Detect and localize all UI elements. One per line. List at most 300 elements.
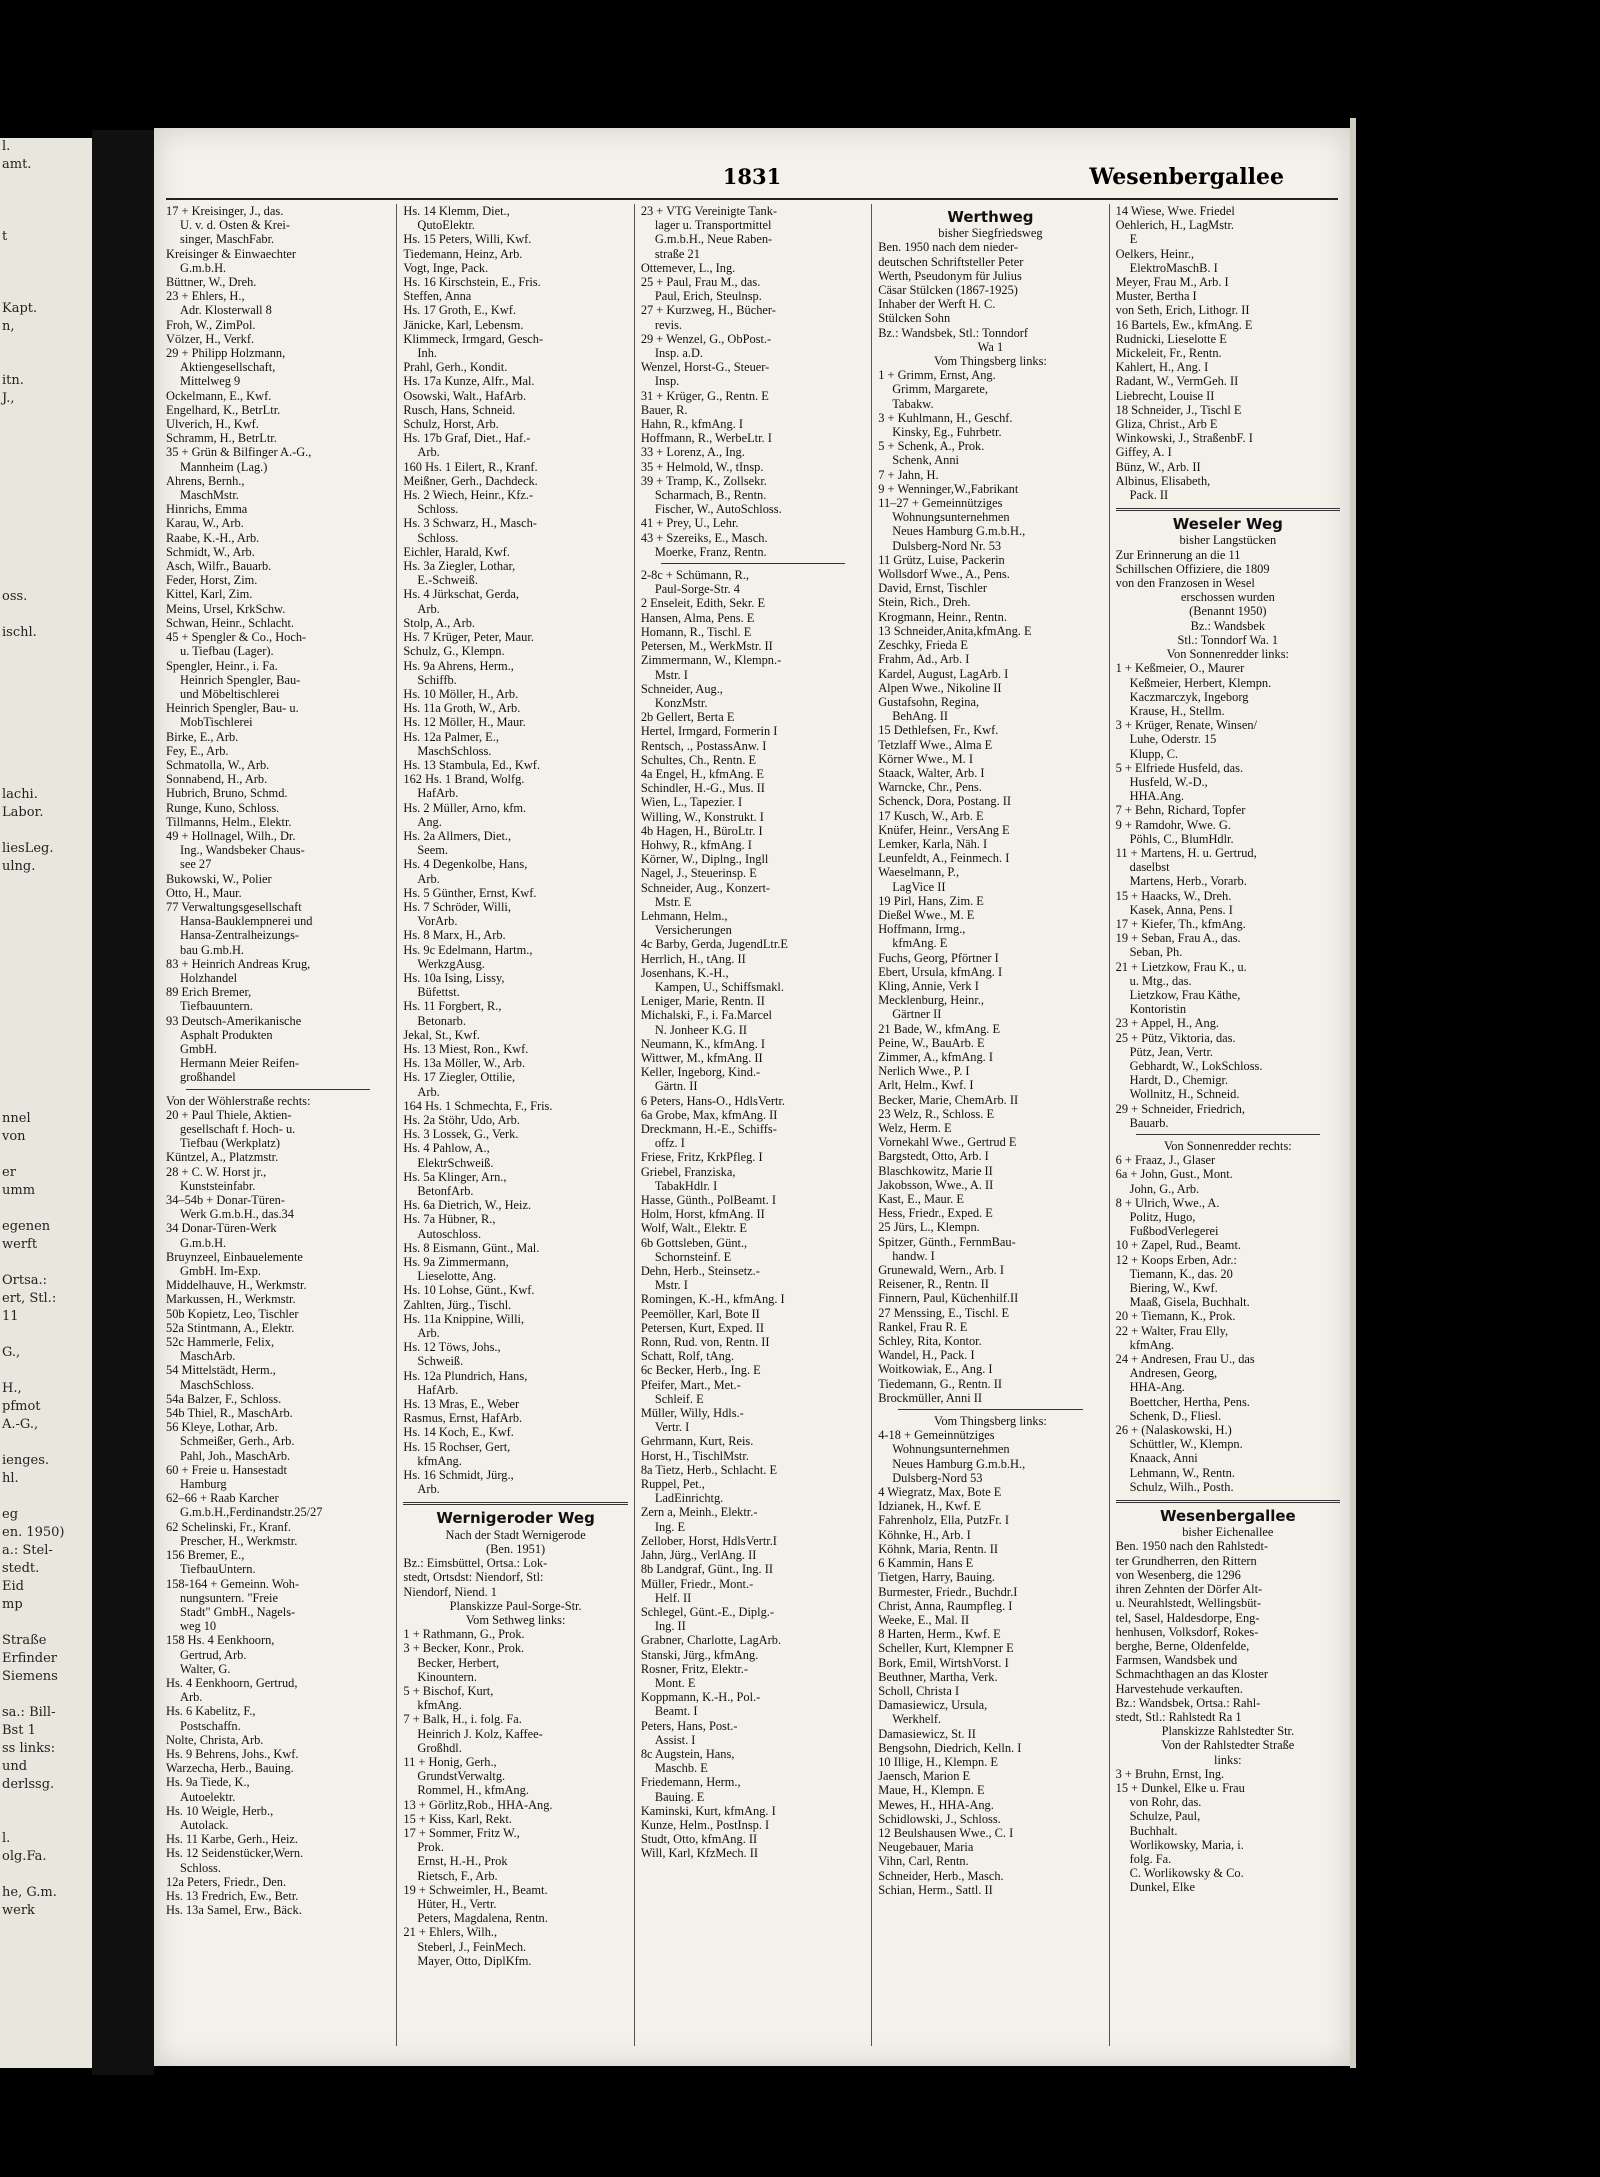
directory-entry: Hs. 4 Pahlow, A., bbox=[403, 1141, 490, 1156]
prev-page-line: olg.Fa. bbox=[2, 1849, 47, 1864]
directory-entry: Leunfeldt, A., Feinmech. I bbox=[878, 851, 1010, 866]
street-note: (Benannt 1950) bbox=[1189, 604, 1267, 619]
prev-page-line bbox=[0, 1434, 92, 1452]
prev-page-line bbox=[0, 876, 92, 894]
directory-entry: 39 + Tramp, K., Zollsekr. bbox=[640, 473, 767, 488]
prev-page-line: Straße bbox=[2, 1633, 47, 1648]
entry-continuation: revis. bbox=[654, 317, 682, 332]
entry-continuation: Kontoristin bbox=[1129, 1002, 1187, 1017]
directory-entry: Karau, W., Arb. bbox=[166, 516, 244, 531]
prev-page-line bbox=[0, 174, 92, 192]
entry-continuation: Husfeld, W.-D., bbox=[1129, 774, 1208, 789]
entry-continuation: Arb. bbox=[417, 871, 440, 886]
prev-page-line: oss. bbox=[2, 589, 28, 604]
prev-page-line: itn. bbox=[2, 373, 24, 388]
entry-continuation: Beamt. I bbox=[654, 1704, 698, 1719]
prev-page-line: 11 bbox=[2, 1309, 19, 1324]
entry-continuation: handw. I bbox=[892, 1248, 935, 1263]
entry-continuation: Hansa-Zentralheizungs- bbox=[180, 928, 300, 943]
entry-continuation: U. v. d. Osten & Krei- bbox=[180, 218, 291, 233]
directory-entry: 5 + Elfriede Husfeld, das. bbox=[1115, 760, 1244, 775]
prev-page-line bbox=[0, 930, 92, 948]
directory-entry: Friedemann, Herm., bbox=[640, 1775, 741, 1790]
entry-continuation: MobTischlerei bbox=[180, 715, 253, 730]
entry-continuation: Seban, Ph. bbox=[1129, 945, 1183, 960]
directory-entry: Gliza, Christ., Arb E bbox=[1115, 417, 1218, 432]
directory-entry: Neugebauer, Maria bbox=[878, 1840, 974, 1855]
directory-entry: Cäsar Stülcken (1867-1925) bbox=[878, 283, 1018, 298]
entry-continuation: Büfettst. bbox=[417, 985, 460, 1000]
entry-continuation: Grimm, Margarete, bbox=[892, 382, 988, 397]
page-number: 1831 bbox=[722, 164, 782, 189]
entry-continuation: nungsuntern. "Freie bbox=[180, 1590, 278, 1605]
prev-page-line: J., bbox=[2, 391, 15, 406]
directory-entry: Wollsdorf Wwe., A., Pens. bbox=[878, 567, 1010, 582]
directory-entry: Büttner, W., Dreh. bbox=[166, 275, 257, 290]
directory-entry: 20 + Tiemann, K., Prok. bbox=[1115, 1309, 1236, 1324]
page-header bbox=[154, 164, 1350, 198]
directory-entry: Hs. 13a Samel, Erw., Bäck. bbox=[166, 1903, 302, 1918]
entry-continuation: Autolack. bbox=[180, 1817, 229, 1832]
directory-entry: Bork, Emil, WirtshVorst. I bbox=[878, 1655, 1009, 1670]
directory-entry: Körner, W., Diplng., Ingll bbox=[640, 852, 769, 867]
prev-page-line bbox=[0, 426, 92, 444]
entry-continuation: Schloss. bbox=[180, 1860, 221, 1875]
entry-continuation: Autoelektr. bbox=[180, 1789, 236, 1804]
directory-entry: Schatt, Rolf, tAng. bbox=[640, 1349, 735, 1364]
directory-entry: 17 + Kreisinger, J., das. bbox=[166, 204, 284, 218]
directory-entry: Kast, E., Maur. E bbox=[878, 1192, 964, 1207]
entry-continuation: Moerke, Franz, Rentn. bbox=[654, 544, 767, 559]
entry-continuation: Stadt" GmbH., Nagels- bbox=[180, 1604, 296, 1619]
directory-entry: Petersen, Kurt, Exped. II bbox=[640, 1320, 764, 1335]
directory-entry: 6 Kammin, Hans E bbox=[878, 1556, 974, 1571]
directory-entry: Ulverich, H., Kwf. bbox=[166, 417, 259, 432]
directory-entry: 83 + Heinrich Andreas Krug, bbox=[166, 956, 311, 971]
entry-continuation: Keßmeier, Herbert, Klempn. bbox=[1129, 675, 1272, 690]
entry-continuation: Biering, W., Kwf. bbox=[1129, 1281, 1218, 1296]
entry-continuation: Schweiß. bbox=[417, 1354, 464, 1369]
prev-page-line bbox=[0, 480, 92, 498]
entry-continuation: Ernst, H.-H., Prok bbox=[417, 1854, 508, 1869]
directory-entry: Petersen, M., WerkMstr. II bbox=[640, 639, 773, 654]
directory-entry: Sonnabend, H., Arb. bbox=[166, 772, 268, 787]
directory-entry: Alpen Wwe., Nikoline II bbox=[878, 680, 1002, 695]
entry-continuation: E.-Schweiß. bbox=[417, 573, 478, 588]
prev-page-line bbox=[0, 462, 92, 480]
entry-continuation: Ing., Wandsbeker Chaus- bbox=[180, 843, 305, 858]
street-note: Stl.: Tonndorf Wa. 1 bbox=[1177, 632, 1279, 647]
entry-continuation: Arb. bbox=[417, 1084, 440, 1099]
directory-entry: Hs. 15 Rochser, Gert, bbox=[403, 1439, 511, 1454]
directory-entry: Hs. 5 Günther, Ernst, Kwf. bbox=[403, 885, 537, 900]
directory-entry: Staack, Walter, Arb. I bbox=[878, 765, 985, 780]
directory-entry: Ahrens, Bernh., bbox=[166, 473, 245, 488]
directory-entry: 1 + Grimm, Ernst, Ang. bbox=[878, 368, 996, 383]
directory-entry: Runge, Kuno, Schloss. bbox=[166, 800, 280, 815]
entry-continuation: VorArb. bbox=[417, 914, 458, 929]
directory-entry: 15 + Haacks, W., Dreh. bbox=[1115, 888, 1232, 903]
directory-entry: Hs. 7a Hübner, R., bbox=[403, 1212, 496, 1227]
directory-entry: Müller, Willy, Hdls.- bbox=[640, 1406, 744, 1421]
directory-entry: Scheller, Kurt, Klempner E bbox=[878, 1641, 1014, 1656]
directory-entry: Hs. 4 Jürkschat, Gerda, bbox=[403, 587, 520, 602]
entry-continuation: Gärtner II bbox=[892, 1007, 942, 1022]
directory-entry: Froh, W., ZimPol. bbox=[166, 317, 256, 332]
directory-entry: Oehlerich, H., LagMstr. bbox=[1115, 218, 1234, 233]
directory-entry: Warzecha, Herb., Bauing. bbox=[166, 1761, 294, 1776]
directory-entry: 158 Hs. 4 Eenkhoorn, bbox=[166, 1633, 275, 1648]
directory-entry: Hs. 17 Ziegler, Ottilie, bbox=[403, 1070, 516, 1085]
directory-entry: 2-8c + Schümann, R., bbox=[640, 568, 749, 583]
entry-continuation: MaschArb. bbox=[180, 1349, 236, 1364]
prev-page-line bbox=[0, 894, 92, 912]
directory-entry: Hs. 14 Klemm, Diet., bbox=[403, 204, 510, 218]
prev-page-line bbox=[0, 354, 92, 372]
directory-entry: 6a + John, Gust., Mont. bbox=[1115, 1167, 1233, 1182]
prev-page-line: Ortsa.: bbox=[2, 1273, 48, 1288]
column-5 bbox=[1110, 204, 1346, 2046]
directory-entry: Hs. 4 Eenkhoorn, Gertrud, bbox=[166, 1675, 298, 1690]
directory-entry: Mecklenburg, Heinr., bbox=[878, 993, 984, 1008]
directory-entry: Gustafsohn, Regina, bbox=[878, 694, 980, 709]
entry-continuation: Andresen, Georg, bbox=[1129, 1366, 1218, 1381]
directory-entry: von Seth, Erich, Lithogr. II bbox=[1115, 303, 1250, 318]
entry-continuation: GmbH. bbox=[180, 1041, 217, 1056]
directory-entry: 4a Engel, H., kfmAng. E bbox=[640, 766, 765, 781]
directory-entry: Hs. 16 Kirschstein, E., Fris. bbox=[403, 275, 541, 290]
directory-entry: 19 + Schweimler, H., Beamt. bbox=[403, 1882, 548, 1897]
directory-entry: Hs. 11a Knippine, Willi, bbox=[403, 1311, 525, 1326]
directory-entry: 7 + Balk, H., i. folg. Fa. bbox=[403, 1712, 522, 1727]
directory-entry: Damasiewicz, Ursula, bbox=[878, 1698, 988, 1713]
prev-page-line: eg bbox=[2, 1507, 19, 1522]
prev-page-line: t bbox=[2, 229, 8, 244]
entry-continuation: Schulze, Paul, bbox=[1129, 1809, 1201, 1824]
prev-page-line bbox=[0, 642, 92, 660]
directory-entry: Kunze, Helm., PostInsp. I bbox=[640, 1817, 770, 1832]
directory-entry: Prahl, Gerh., Kondit. bbox=[403, 360, 508, 375]
directory-entry: 164 Hs. 1 Schmechta, F., Fris. bbox=[403, 1098, 553, 1113]
entry-continuation: Worlikowsky, Maria, i. bbox=[1129, 1837, 1244, 1852]
directory-entry: Lehmann, Helm., bbox=[640, 908, 728, 923]
entry-continuation: Mittelweg 9 bbox=[180, 374, 241, 389]
entry-continuation: Mstr. I bbox=[654, 1278, 688, 1293]
prev-page-line bbox=[0, 1488, 92, 1506]
prev-page-line: werft bbox=[2, 1237, 38, 1252]
directory-entry: 33 + Lorenz, A., Ing. bbox=[640, 445, 745, 460]
prev-page-line bbox=[0, 768, 92, 786]
entry-continuation: Pöhls, C., BlumHdlr. bbox=[1129, 831, 1234, 846]
directory-entry: Burmester, Friedr., Buchdr.I bbox=[878, 1584, 1018, 1599]
prev-page-line bbox=[0, 1056, 92, 1074]
street-note: Von Sonnenredder links: bbox=[1166, 647, 1289, 662]
directory-entry: Hs. 2a Allmers, Diet., bbox=[403, 828, 512, 843]
directory-entry: 34–54b + Donar-Türen- bbox=[166, 1193, 285, 1208]
entry-continuation: Gertrud, Arb. bbox=[180, 1647, 247, 1662]
entry-continuation: Luhe, Oderstr. 15 bbox=[1129, 732, 1217, 747]
directory-entry: Meißner, Gerh., Dachdeck. bbox=[403, 473, 538, 488]
entry-continuation: gesellschaft f. Hoch- u. bbox=[180, 1122, 296, 1136]
directory-entry: 7 + Behn, Richard, Topfer bbox=[1115, 803, 1246, 818]
directory-entry: 45 + Spengler & Co., Hoch- bbox=[166, 630, 307, 645]
directory-entry: Schmachthagen an das Kloster bbox=[1115, 1667, 1269, 1682]
entry-continuation: Kasek, Anna, Pens. I bbox=[1129, 902, 1233, 917]
prev-page-line bbox=[0, 1200, 92, 1218]
directory-entry: 8b Landgraf, Günt., Ing. II bbox=[640, 1562, 773, 1577]
directory-entry: Hs. 15 Peters, Willi, Kwf. bbox=[403, 232, 532, 247]
directory-entry: Jaensch, Marion E bbox=[878, 1769, 971, 1784]
directory-entry: 17 Kusch, W., Arb. E bbox=[878, 808, 984, 823]
directory-entry: Hs. 17b Graf, Diet., Haf.- bbox=[403, 431, 531, 446]
directory-entry: 10 + Zapel, Rud., Beamt. bbox=[1115, 1238, 1241, 1253]
directory-entry: Schneider, Aug., Konzert- bbox=[640, 880, 771, 895]
directory-entry: 5 + Schenk, A., Prok. bbox=[878, 439, 985, 454]
entry-continuation: Helf. II bbox=[654, 1590, 692, 1605]
directory-entry: Horst, H., TischlMstr. bbox=[640, 1448, 749, 1463]
directory-entry: Zeschky, Frieda E bbox=[878, 638, 968, 653]
street-note: Vom Thingsberg links: bbox=[933, 354, 1047, 369]
directory-entry: 29 + Schneider, Friedrich, bbox=[1115, 1101, 1245, 1116]
entry-continuation: kfmAng. bbox=[417, 1698, 462, 1713]
directory-entry: Osowski, Walt., HafArb. bbox=[403, 388, 527, 403]
prev-page-line bbox=[0, 246, 92, 264]
entry-continuation: Maaß, Gisela, Buchhalt. bbox=[1129, 1295, 1250, 1310]
entry-continuation: Ang. bbox=[417, 814, 442, 829]
directory-entry: 3 + Bruhn, Ernst, Ing. bbox=[1115, 1766, 1225, 1781]
directory-entry: Markussen, H., Werkmstr. bbox=[166, 1292, 296, 1307]
entry-continuation: Schulz, Wilh., Posth. bbox=[1129, 1479, 1234, 1494]
entry-continuation: Schloss. bbox=[417, 530, 459, 545]
directory-entry: 13 + Görlitz,Rob., HHA-Ang. bbox=[403, 1797, 553, 1812]
entry-continuation: lager u. Transportmittel bbox=[654, 218, 772, 233]
directory-entry: Hs. 11 Karbe, Gerh., Heiz. bbox=[166, 1832, 299, 1847]
street-divider bbox=[1116, 1500, 1340, 1503]
directory-entry: Ockelmann, E., Kwf. bbox=[166, 388, 272, 403]
directory-entry: Hs. 12a Plundrich, Hans, bbox=[403, 1368, 528, 1383]
directory-entry: Hs. 6 Kabelitz, F., bbox=[166, 1704, 256, 1719]
entry-continuation: C. Worlikowsky & Co. bbox=[1129, 1866, 1244, 1881]
entry-continuation: Rietsch, F., Arb. bbox=[417, 1868, 498, 1883]
entry-continuation: großhandel bbox=[180, 1070, 236, 1085]
directory-entry: 29 + Philipp Holzmann, bbox=[166, 346, 286, 361]
directory-entry: Rankel, Frau R. E bbox=[878, 1319, 968, 1334]
prev-page-line: werk bbox=[2, 1903, 35, 1918]
entry-continuation: kfmAng. bbox=[417, 1453, 462, 1468]
directory-entry: 2b Gellert, Berta E bbox=[640, 710, 735, 725]
entry-continuation: folg. Fa. bbox=[1129, 1851, 1172, 1866]
entry-continuation: Schloss. bbox=[417, 502, 459, 517]
directory-entry: Kardel, August, LagArb. I bbox=[878, 666, 1009, 681]
directory-entry: Rudnicki, Lieselotte E bbox=[1115, 331, 1227, 346]
directory-entry: Hasse, Günth., PolBeamt. I bbox=[640, 1193, 777, 1208]
entry-continuation: HafArb. bbox=[417, 786, 459, 801]
directory-entry: Neumann, K., kfmAng. I bbox=[640, 1036, 766, 1051]
prev-page-line bbox=[0, 1794, 92, 1812]
directory-entry: Körner Wwe., M. I bbox=[878, 751, 973, 766]
directory-entry: Bünz, W., Arb. II bbox=[1115, 459, 1201, 474]
directory-entry: Finnern, Paul, Küchenhilf.II bbox=[878, 1291, 1019, 1306]
prev-page-line: ss links: bbox=[2, 1741, 56, 1756]
directory-entry: Hs. 12 Seidenstücker,Wern. bbox=[166, 1846, 304, 1861]
directory-entry: Ben. 1950 nach den Rahlstedt- bbox=[1115, 1539, 1269, 1554]
book-gutter bbox=[92, 130, 154, 2075]
directory-entry: Rusch, Hans, Schneid. bbox=[403, 402, 516, 417]
directory-entry: Schlegel, Günt.-E., Diplg.- bbox=[640, 1604, 774, 1619]
entry-continuation: Kaczmarczyk, Ingeborg bbox=[1129, 689, 1249, 704]
prev-page-line bbox=[0, 750, 92, 768]
directory-entry: 21 + Lietzkow, Frau K., u. bbox=[1115, 959, 1247, 974]
directory-entry: stedt, Ortsdst: Niendorf, Stl: bbox=[403, 1570, 544, 1585]
directory-entry: Hs. 9 Behrens, Johs., Kwf. bbox=[166, 1746, 299, 1761]
directory-entry: 93 Deutsch-Amerikanische bbox=[166, 1013, 302, 1028]
prev-page-line: n, bbox=[2, 319, 15, 334]
directory-entry: 11 Grütz, Luise, Packerin bbox=[878, 552, 1005, 567]
directory-entry: Asch, Wilfr., Bauarb. bbox=[166, 559, 272, 574]
directory-entry: Ben. 1950 nach dem nieder- bbox=[878, 240, 1019, 255]
directory-entry: 3 + Kuhlmann, H., Geschf. bbox=[878, 410, 1013, 425]
directory-entry: 50b Kopietz, Leo, Tischler bbox=[166, 1306, 299, 1321]
page-edge bbox=[1350, 118, 1356, 2068]
directory-entry: Müller, Friedr., Mont.- bbox=[640, 1576, 754, 1591]
directory-entry: 8 + Ulrich, Wwe., A. bbox=[1115, 1195, 1220, 1210]
directory-entry: Hahn, R., kfmAng. I bbox=[640, 417, 744, 432]
entry-continuation: Kinountern. bbox=[417, 1669, 477, 1684]
entry-continuation: G.m.b.H. bbox=[180, 260, 227, 275]
directory-entry: 28 + C. W. Horst jr., bbox=[166, 1164, 267, 1179]
directory-entry: Hs. 14 Koch, E., Kwf. bbox=[403, 1425, 514, 1440]
directory-entry: Bz.: Wandsbek, Ortsa.: Rahl- bbox=[1115, 1695, 1261, 1710]
directory-entry: 4c Barby, Gerda, JugendLtr.E bbox=[640, 937, 788, 952]
directory-entry: 4b Hagen, H., BüroLtr. I bbox=[640, 823, 763, 838]
directory-entry: Damasiewicz, St. II bbox=[878, 1726, 976, 1741]
entry-continuation: Betonarb. bbox=[417, 1013, 466, 1028]
prev-page-line: pfmot bbox=[2, 1399, 41, 1414]
column-3 bbox=[635, 204, 872, 2046]
entry-continuation: Tiemann, K., das. 20 bbox=[1129, 1266, 1233, 1281]
prev-page-line bbox=[0, 696, 92, 714]
entry-continuation: Walter, G. bbox=[180, 1661, 231, 1676]
entry-continuation: Pack. II bbox=[1129, 488, 1169, 503]
column-2 bbox=[397, 204, 634, 2046]
prev-page-line bbox=[0, 948, 92, 966]
directory-entry: 25 Jürs, L., Klempn. bbox=[878, 1220, 980, 1235]
entry-continuation: Mannheim (Lag.) bbox=[180, 459, 268, 474]
directory-entry: Hs. 2 Wiech, Heinr., Kfz.- bbox=[403, 488, 534, 503]
directory-entry: Homann, R., Tischl. E bbox=[640, 624, 752, 639]
directory-entry: 54 Mittelstädt, Herm., bbox=[166, 1363, 276, 1378]
directory-entry: 15 Dethlefsen, Fr., Kwf. bbox=[878, 723, 999, 738]
directory-entry: Holm, Horst, kfmAng. II bbox=[640, 1207, 765, 1222]
entry-continuation: G.m.b.H. bbox=[180, 1235, 227, 1250]
directory-entry: Zur Erinnerung an die 11 bbox=[1115, 547, 1241, 562]
entry-continuation: Kampen, U., Schiffsmakl. bbox=[654, 979, 784, 994]
directory-entry: 52a Stintmann, A., Elektr. bbox=[166, 1320, 295, 1335]
prev-page-line bbox=[0, 822, 92, 840]
directory-entry: Inhaber der Werft H. C. bbox=[878, 297, 996, 312]
column-4 bbox=[872, 204, 1109, 2046]
prev-page-line bbox=[0, 552, 92, 570]
directory-entry: Rosner, Fritz, Elektr.- bbox=[640, 1661, 749, 1676]
directory-entry: Hs. 13 Mras, E., Weber bbox=[403, 1397, 520, 1412]
entry-continuation: ElektroMaschB. I bbox=[1129, 260, 1218, 275]
entry-continuation: Ing. E bbox=[654, 1519, 686, 1534]
directory-entry: Schidlowski, J., Schloss. bbox=[878, 1811, 1001, 1826]
directory-entry: 62 Schelinski, Fr., Kranf. bbox=[166, 1519, 291, 1534]
directory-entry: Niendorf, Niend. 1 bbox=[403, 1584, 498, 1599]
prev-page-line bbox=[0, 282, 92, 300]
directory-entry: Hs. 2a Stöhr, Udo, Arb. bbox=[403, 1113, 520, 1127]
entry-continuation: Wollnitz, H., Schneid. bbox=[1129, 1087, 1240, 1102]
directory-entry: Lemker, Karla, Näh. I bbox=[878, 836, 988, 851]
directory-entry: 6 Peters, Hans-O., HdlsVertr. bbox=[640, 1093, 786, 1108]
prev-page-line: Eid bbox=[2, 1579, 24, 1594]
directory-entry: Radant, W., VermGeh. II bbox=[1115, 374, 1239, 389]
entry-continuation: Schleif. E bbox=[654, 1391, 704, 1406]
entry-continuation: MaschMstr. bbox=[180, 488, 239, 503]
prev-page-line bbox=[0, 606, 92, 624]
directory-entry: 9 + Wenninger,W.,Fabrikant bbox=[878, 481, 1019, 496]
entry-continuation: Großhdl. bbox=[417, 1740, 462, 1755]
directory-entry: Kling, Annie, Verk I bbox=[878, 978, 979, 993]
directory-entry: von Wesenberg, die 1296 bbox=[1115, 1567, 1241, 1582]
prev-page-line: A.-G., bbox=[2, 1417, 39, 1432]
entry-continuation: ElektrSchweiß. bbox=[417, 1155, 494, 1170]
directory-entry: 6b Gottsleben, Günt., bbox=[640, 1235, 748, 1250]
directory-entry: Giffey, A. I bbox=[1115, 445, 1172, 460]
entry-continuation: Asphalt Produkten bbox=[180, 1027, 273, 1042]
directory-entry: Hs. 3a Ziegler, Lothar, bbox=[403, 559, 516, 574]
previous-page-fragment bbox=[0, 138, 92, 2068]
entry-continuation: Hamburg bbox=[180, 1477, 227, 1492]
prev-page-line: liesLeg. bbox=[2, 841, 54, 856]
directory-entry: Völzer, H., Verkf. bbox=[166, 331, 255, 346]
directory-entry: Fuchs, Georg, Pförtner I bbox=[878, 950, 999, 965]
prev-page-line bbox=[0, 1686, 92, 1704]
directory-entry: Jahn, Jürg., VerlAng. II bbox=[640, 1548, 757, 1563]
directory-entry: 13 Schneider,Anita,kfmAng. E bbox=[878, 623, 1032, 638]
street-heading: Weseler Weg bbox=[1172, 515, 1283, 534]
directory-entry: Gehrmann, Kurt, Reis. bbox=[640, 1434, 754, 1449]
prev-page-line: derlssg. bbox=[2, 1777, 55, 1792]
directory-entry: Von der Wöhlerstraße rechts: bbox=[166, 1093, 311, 1108]
entry-continuation: Mstr. I bbox=[654, 667, 688, 682]
directory-entry: Studt, Otto, kfmAng. II bbox=[640, 1832, 758, 1847]
directory-entry: 23 + Ehlers, H., bbox=[166, 289, 245, 304]
entry-continuation: G.m.b.H., Neue Raben- bbox=[654, 232, 773, 247]
directory-entry: Köhnke, H., Arb. I bbox=[878, 1527, 971, 1542]
directory-entry: 11 + Martens, H. u. Gertrud, bbox=[1115, 845, 1257, 860]
directory-entry: 1 + Rathmann, G., Prok. bbox=[403, 1627, 525, 1642]
directory-entry: u. Neurahlstedt, Wellingsbüt- bbox=[1115, 1596, 1261, 1611]
directory-entry: Michalski, F., i. Fa.Marcel bbox=[640, 1008, 772, 1023]
directory-entry: Hs. 9a Tiede, K., bbox=[166, 1775, 250, 1790]
directory-entry: Blaschkowitz, Marie II bbox=[878, 1163, 993, 1178]
prev-page-line: stedt. bbox=[2, 1561, 40, 1576]
directory-entry: 21 + Ehlers, Wilh., bbox=[403, 1925, 498, 1940]
prev-page-line: Labor. bbox=[2, 805, 44, 820]
entry-continuation: GmbH. Im-Exp. bbox=[180, 1264, 261, 1279]
directory-entry: 12a Peters, Friedr., Den. bbox=[166, 1874, 287, 1889]
directory-entry: 54b Thiel, R., MaschArb. bbox=[166, 1406, 293, 1421]
directory-entry: tel, Sasel, Haldesdorpe, Eng- bbox=[1115, 1610, 1260, 1625]
directory-entry: Grunewald, Wern., Arb. I bbox=[878, 1263, 1004, 1278]
entry-continuation: u. Tiefbau (Lager). bbox=[180, 644, 274, 659]
directory-entry: Koppmann, K.-H., Pol.- bbox=[640, 1690, 761, 1705]
directory-entry: Bz.: Eimsbüttel, Ortsa.: Lok- bbox=[403, 1556, 548, 1571]
entry-continuation: Schüttler, W., Klempn. bbox=[1129, 1437, 1243, 1452]
section-separator bbox=[1136, 1134, 1320, 1135]
